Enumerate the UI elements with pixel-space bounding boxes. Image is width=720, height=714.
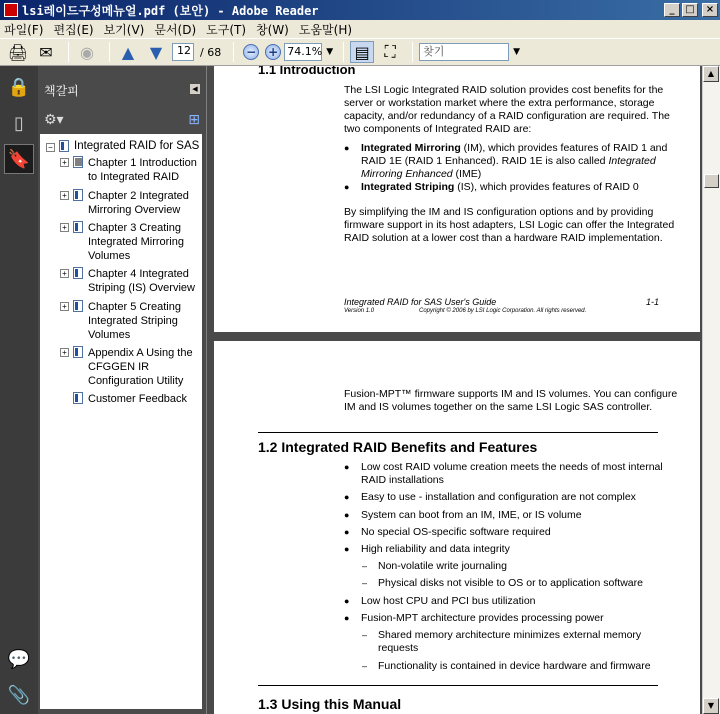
- bookmark-customer-feedback[interactable]: [73, 392, 187, 406]
- page-number-input[interactable]: 12: [172, 43, 194, 61]
- bullet-icon: ●: [344, 527, 350, 537]
- footer-copyright: Copyright © 2006 by LSI Logic Corporation. All rights reserved.: [419, 308, 587, 314]
- navigation-pane-strip: [0, 66, 38, 714]
- expand-icon[interactable]: +: [60, 191, 69, 200]
- fusion-mpt-paragraph: Fusion-MPT™ firmware supports IM and IS volumes. You can configure IM and IS volumes together on the same LSI Logic SAS controller.: [344, 388, 678, 413]
- previous-page-icon[interactable]: ▲: [121, 42, 135, 62]
- intro-paragraph: The LSI Logic Integrated RAID solution provides cost benefits for the server or workstation market where the extra performance, storage capacity, and/or redundancy of a RAID configuration are required. The two components of Integrated RAID are:: [344, 84, 670, 135]
- toolbar-divider: [68, 42, 69, 62]
- expand-icon[interactable]: +: [60, 223, 69, 232]
- bookmark-chapter-5[interactable]: [60, 300, 181, 342]
- scrollbar-thumb[interactable]: [704, 174, 719, 188]
- bookmark-chapter-4[interactable]: [60, 267, 195, 295]
- sub-feature-item: Physical disks not visible to OS or to application software: [378, 577, 643, 589]
- expand-icon[interactable]: +: [60, 158, 69, 167]
- menu-help[interactable]: 도움말(H): [298, 22, 353, 37]
- new-bookmark-icon[interactable]: ⊞: [188, 112, 200, 128]
- maximize-button[interactable]: □: [682, 3, 698, 17]
- vertical-scrollbar[interactable]: [702, 66, 720, 714]
- zoom-dropdown-icon[interactable]: ▼: [326, 47, 334, 57]
- bookmarks-panel: [38, 66, 206, 714]
- menu-document[interactable]: 문서(D): [154, 22, 197, 37]
- footer-version: Version 1.0: [344, 308, 375, 314]
- dash-icon: –: [362, 661, 368, 671]
- menu-window[interactable]: 창(W): [256, 22, 289, 37]
- menu-tools[interactable]: 도구(T): [206, 22, 247, 37]
- bookmark-icon: [73, 221, 83, 233]
- bookmarks-icon[interactable]: 🔖: [4, 144, 34, 174]
- comments-icon[interactable]: 💬: [7, 648, 31, 670]
- collaborate-icon[interactable]: ◉: [80, 42, 94, 62]
- feature-item: Low cost RAID volume creation meets the needs of most internal RAID installations: [361, 461, 663, 486]
- bullet-icon: ●: [344, 544, 350, 554]
- window-controls: [664, 3, 718, 17]
- bookmark-label: Chapter 3 Creating Integrated Mirroring Volumes: [88, 222, 184, 262]
- footer-page-number: 1-1: [646, 297, 660, 307]
- bullet-icon: ●: [344, 143, 350, 153]
- pdf-page: [214, 66, 700, 332]
- expand-icon[interactable]: +: [60, 269, 69, 278]
- bookmark-chapter-2[interactable]: [60, 189, 189, 217]
- collapse-icon[interactable]: −: [46, 143, 55, 152]
- menu-edit[interactable]: 편집(E): [53, 22, 94, 37]
- expand-icon[interactable]: +: [60, 348, 69, 357]
- next-page-icon[interactable]: ▼: [149, 42, 163, 62]
- bullet-integrated-striping: Integrated Striping (IS), which provides features of RAID 0: [361, 181, 639, 193]
- feature-item: Easy to use - installation and configuration are not complex: [361, 491, 636, 503]
- toolbar-divider: [233, 42, 234, 62]
- bookmark-icon: [73, 392, 83, 404]
- dash-icon: –: [362, 578, 368, 588]
- bookmark-icon: [73, 300, 83, 312]
- fit-page-icon[interactable]: ⛶: [384, 42, 396, 61]
- sub-feature-item: Shared memory architecture minimizes external memory requests: [378, 629, 642, 654]
- minimize-button[interactable]: _: [664, 3, 680, 17]
- summary-paragraph: By simplifying the IM and IS configuration options and by providing firmware support in its host adapters, LSI Logic can offer the Integrated RAID solution at a lower cost than a hardware RAID implementation.: [344, 206, 675, 244]
- section-heading: 1.1 Introduction: [258, 66, 356, 77]
- sub-feature-item: Non-volatile write journaling: [378, 560, 507, 572]
- lock-icon[interactable]: 🔒: [7, 76, 31, 98]
- zoom-in-button[interactable]: +: [265, 44, 281, 60]
- menu-view[interactable]: 보기(V): [103, 22, 145, 37]
- search-input[interactable]: 찾기: [419, 43, 509, 61]
- dash-icon: –: [362, 561, 368, 571]
- toolbar-divider: [109, 42, 110, 62]
- bookmark-icon: [73, 156, 83, 168]
- pages-icon[interactable]: ▯: [14, 112, 24, 134]
- options-gear-icon[interactable]: ⚙▾: [44, 112, 64, 128]
- close-button[interactable]: ×: [702, 3, 718, 17]
- pdf-page: [214, 341, 700, 714]
- bookmarks-tools: [38, 106, 206, 134]
- bookmark-label: Chapter 4 Integrated Striping (IS) Overview: [88, 268, 195, 294]
- toolbar: [0, 38, 720, 66]
- dash-icon: –: [362, 630, 368, 640]
- feature-item: System can boot from an IM, IME, or IS volume: [361, 509, 582, 521]
- bullet-icon: ●: [344, 462, 350, 472]
- bullet-icon: ●: [344, 492, 350, 502]
- zoom-level-field[interactable]: 74.1%: [284, 43, 322, 61]
- toolbar-divider: [412, 42, 413, 62]
- attachments-icon[interactable]: 📎: [7, 684, 31, 706]
- bookmarks-header: [38, 66, 206, 106]
- scroll-down-arrow-icon[interactable]: ▼: [703, 698, 719, 714]
- expand-icon[interactable]: +: [60, 302, 69, 311]
- footer-title: Integrated RAID for SAS User's Guide: [344, 297, 497, 307]
- bookmark-icon: [73, 346, 83, 358]
- bookmark-root-label: Integrated RAID for SAS: [74, 140, 200, 152]
- page-total: / 68: [200, 45, 222, 59]
- toolbar-divider: [343, 42, 344, 62]
- menu-file[interactable]: 파일(F): [4, 22, 44, 37]
- bookmark-appendix-a[interactable]: [60, 346, 193, 388]
- scroll-up-arrow-icon[interactable]: ▲: [703, 66, 719, 82]
- feature-item: No special OS-specific software required: [361, 526, 551, 538]
- bullet-icon: ●: [344, 182, 350, 192]
- bookmark-icon: [59, 140, 69, 152]
- feature-item: Fusion-MPT architecture provides processing power: [361, 612, 604, 624]
- bookmark-label: Chapter 5 Creating Integrated Striping Volumes: [88, 301, 181, 341]
- bookmarks-tree: [40, 134, 202, 709]
- email-icon[interactable]: ✉: [39, 42, 53, 62]
- sub-feature-item: Functionality is contained in device hardware and firmware: [378, 660, 651, 672]
- bookmarks-title: 책갈피: [44, 84, 79, 98]
- single-page-icon[interactable]: ▤: [350, 41, 374, 63]
- print-icon[interactable]: 🖨: [7, 42, 29, 62]
- bookmark-label: Chapter 1 Introduction to Integrated RAID: [88, 157, 197, 183]
- zoom-out-button[interactable]: −: [243, 44, 259, 60]
- bookmark-icon: [73, 267, 83, 279]
- window-title: lsi레이드구성메뉴얼.pdf (보안) - Adobe Reader: [22, 3, 319, 18]
- bullet-icon: ●: [344, 613, 350, 623]
- pdf-app-icon: [4, 3, 18, 17]
- bookmark-label: Appendix A Using the CFGGEN IR Configuration Utility: [88, 347, 193, 387]
- bullet-integrated-mirroring: Integrated Mirroring (IM), which provides features of RAID 1 and RAID 1E (RAID 1 Enhanced). RAID 1E is also called Integrated Mirroring Enhanced (IME): [361, 142, 668, 180]
- menu-bar: [0, 20, 720, 38]
- section-rule: [258, 432, 658, 433]
- bookmark-icon: [73, 189, 83, 201]
- document-view[interactable]: [206, 66, 702, 714]
- section-heading: 1.3 Using this Manual: [258, 696, 402, 712]
- bullet-icon: ●: [344, 510, 350, 520]
- search-dropdown-icon[interactable]: ▼: [513, 47, 521, 57]
- bookmark-chapter-1[interactable]: [60, 156, 197, 184]
- bookmark-label: Chapter 2 Integrated Mirroring Overview: [88, 190, 189, 216]
- section-heading: 1.2 Integrated RAID Benefits and Features: [258, 439, 538, 455]
- title-bar: [0, 0, 720, 20]
- section-rule: [258, 685, 658, 686]
- bullet-icon: ●: [344, 596, 350, 606]
- bookmark-label: Customer Feedback: [88, 393, 188, 405]
- bookmark-chapter-3[interactable]: [60, 221, 184, 263]
- feature-item: High reliability and data integrity: [361, 543, 510, 555]
- feature-item: Low host CPU and PCI bus utilization: [361, 595, 536, 607]
- bookmark-root[interactable]: [46, 139, 199, 153]
- collapse-panel-icon[interactable]: ◀: [190, 84, 200, 94]
